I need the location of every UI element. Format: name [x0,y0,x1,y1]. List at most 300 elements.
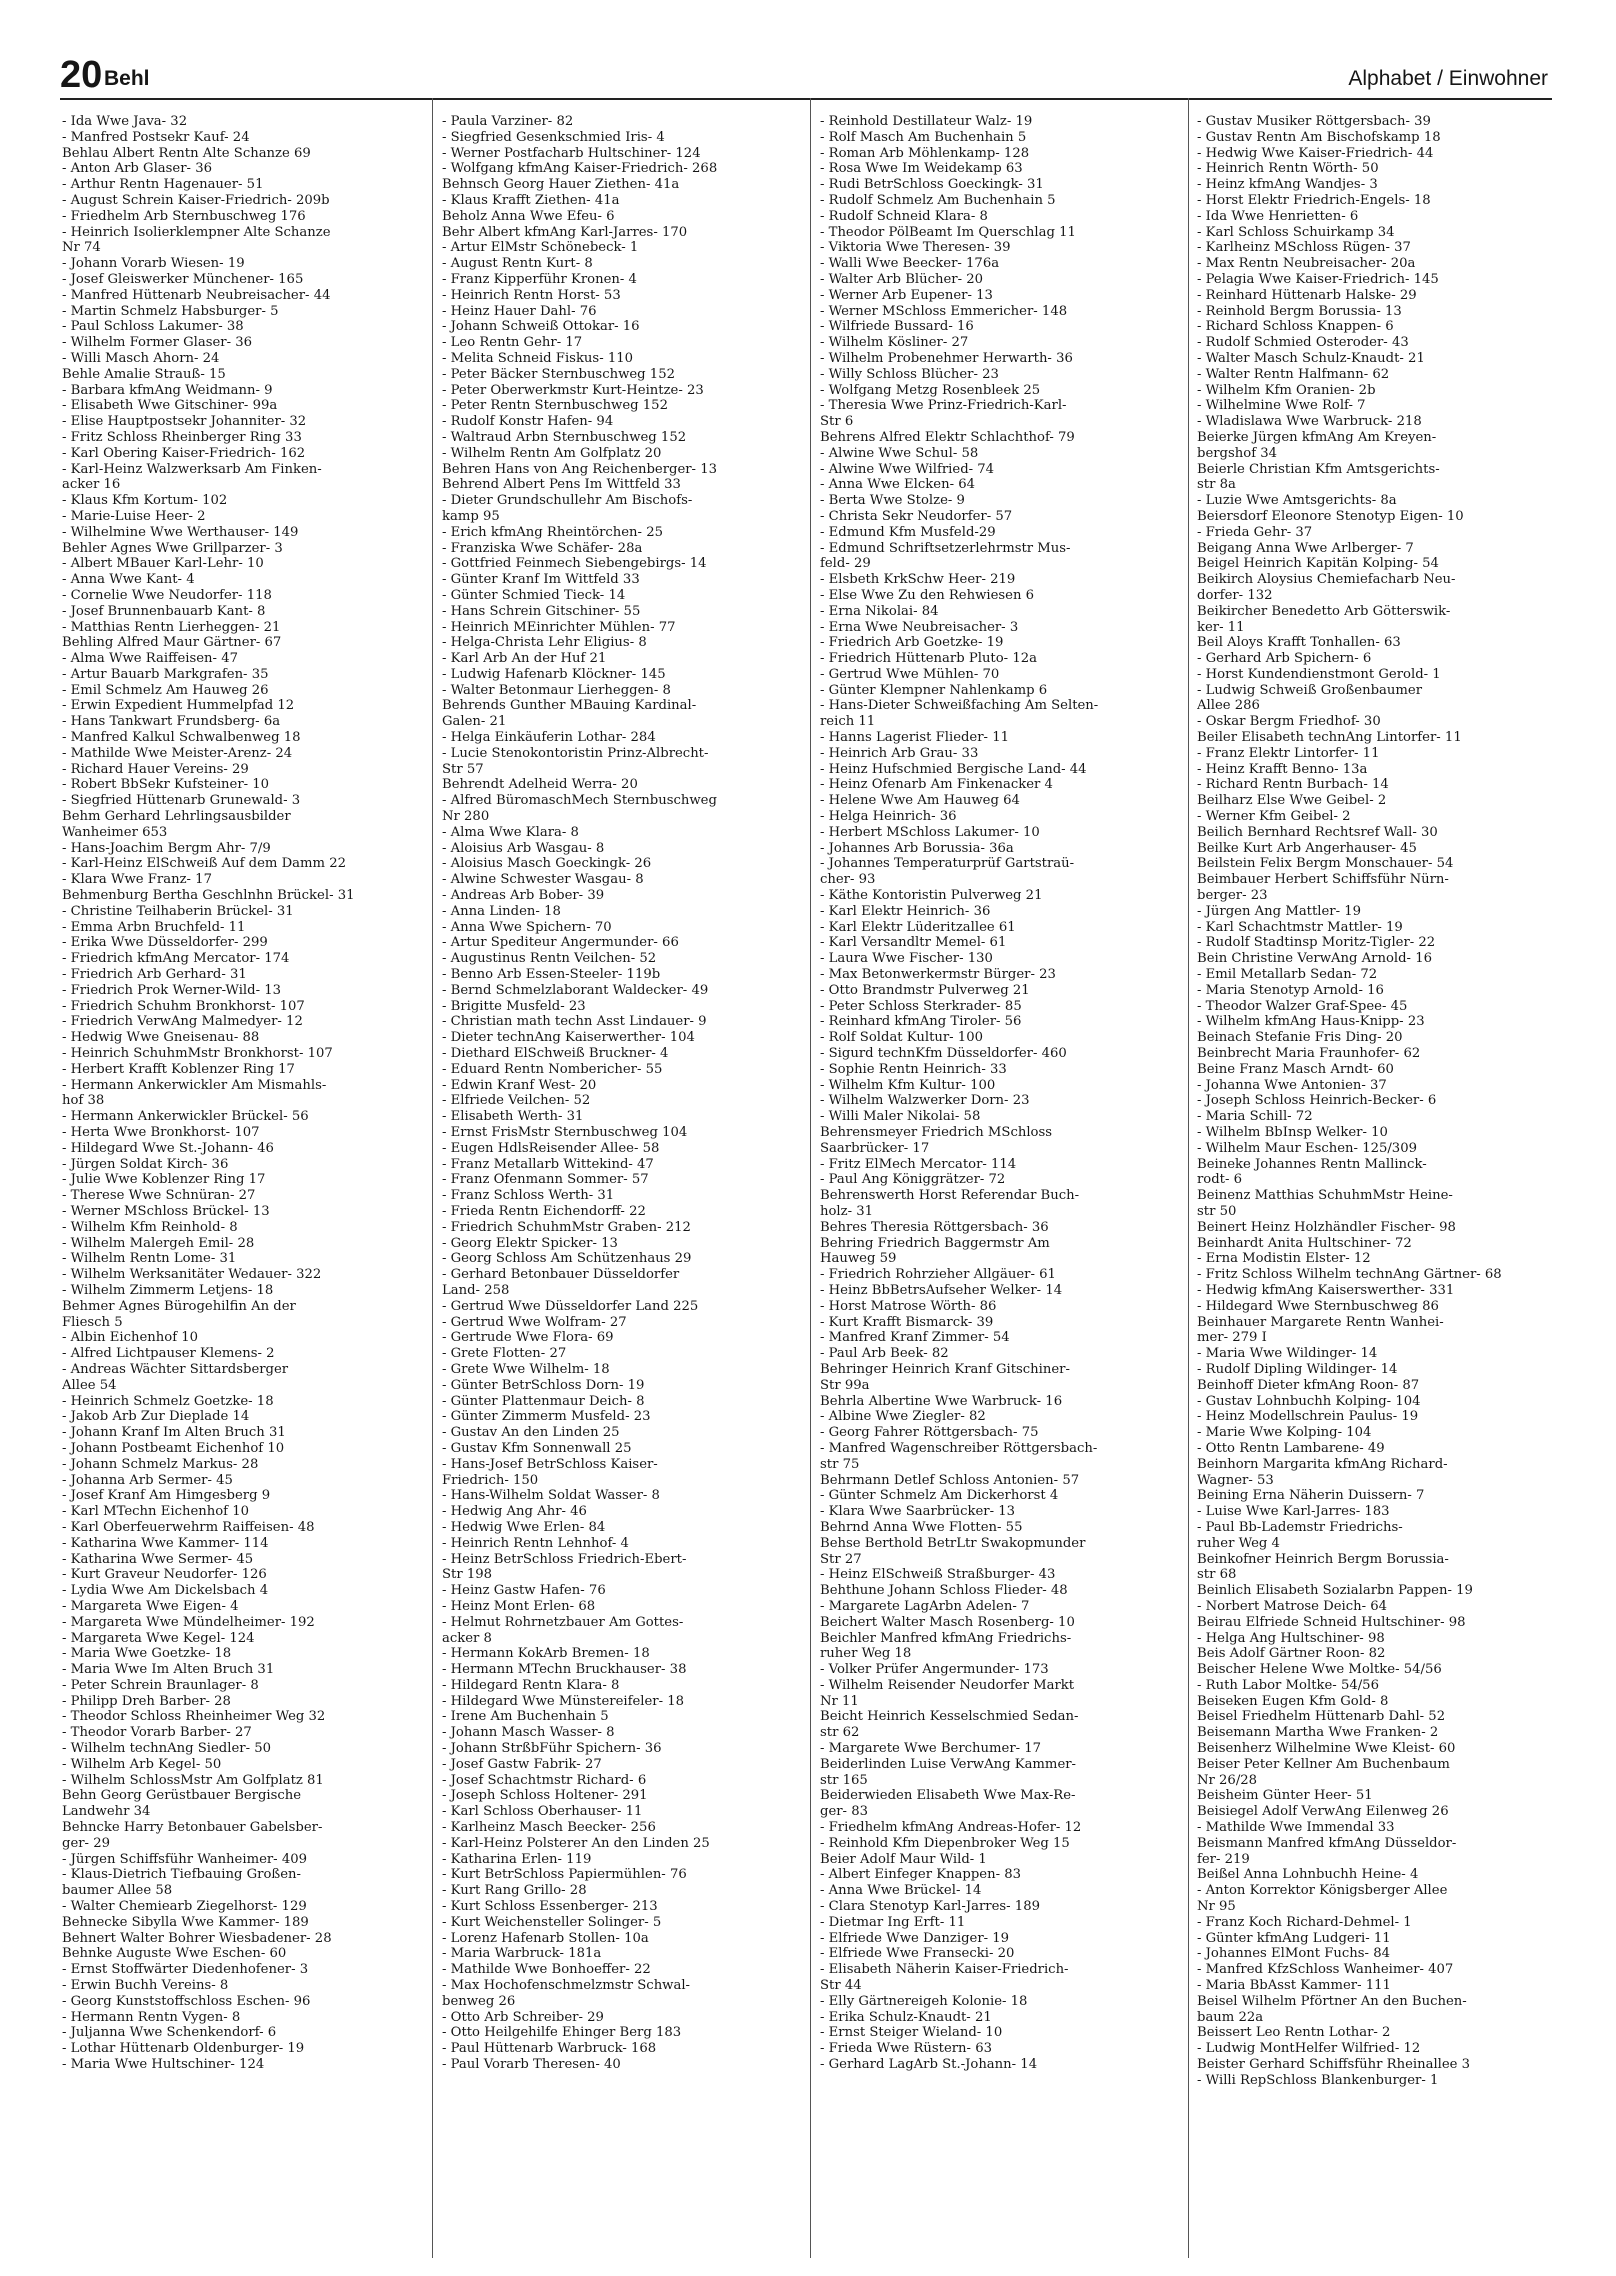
directory-entry: - Anton Korrektor Königsberger Allee [1197,1883,1448,1899]
directory-entry: - Johannes Temperaturprüf Gartstraü- [820,856,1075,872]
directory-entry: - Josef Gastw Fabrik- 27 [442,1756,602,1772]
directory-entry: - Peter Bäcker Sternbuschweg 152 [442,366,675,382]
directory-entry: benweg 26 [442,1993,516,2009]
directory-entry: - Karl-Heinz Walzwerksarb Am Finken- [62,461,322,477]
directory-entry: - Friedrich Schuhm Bronkhorst- 107 [62,998,305,1014]
directory-entry: - Willi RepSchloss Blankenburger- 1 [1197,2072,1439,2088]
directory-entry: - Rolf Soldat Kultur- 100 [820,1030,983,1046]
directory-entry: - Werner Kfm Geibel- 2 [1197,809,1351,825]
directory-entry: - Heinz BetrSchloss Friedrich-Ebert- [442,1551,687,1567]
directory-entry: - Max Hochofenschmelzmstr Schwal- [442,1978,691,1994]
directory-entry: Beiderlinden Luise VerwAng Kammer- [820,1756,1077,1772]
directory-entry: - Johann Masch Wasser- 8 [442,1725,615,1741]
directory-entry: - Edmund Schriftsetzerlehrmstr Mus- [820,540,1071,556]
directory-entry: - Erich kfmAng Rheintörchen- 25 [442,524,663,540]
directory-entry: - Heinrich MEinrichter Mühlen- 77 [442,619,676,635]
directory-entry: - Friedrich kfmAng Mercator- 174 [62,951,290,967]
directory-entry: - Otto Arb Schreiber- 29 [442,2009,604,2025]
directory-entry: - Wilhelm Former Glaser- 36 [62,335,253,351]
directory-entry: Str 44 [820,1978,862,1994]
directory-entry: - Joseph Schloss Heinrich-Becker- 6 [1197,1093,1437,1109]
directory-entry: - Luise Wwe Karl-Jarres- 183 [1197,1504,1390,1520]
directory-entry: Beiler Elisabeth technAng Lintorfer- 11 [1197,730,1462,746]
directory-entry: Beirau Elfriede Schneid Hultschiner- 98 [1197,1614,1466,1630]
directory-entry: Beiderwieden Elisabeth Wwe Max-Re- [820,1788,1076,1804]
directory-entry: - Anton Arb Glaser- 36 [62,161,212,177]
directory-entry: kamp 95 [442,508,500,524]
directory-entry: Beigang Anna Wwe Arlberger- 7 [1197,540,1414,556]
directory-entry: Allee 286 [1197,698,1260,714]
directory-entry: - Johann Kranf Im Alten Bruch 31 [62,1425,286,1441]
directory-entry: - August Rentn Kurt- 8 [442,256,593,272]
directory-entry: - Anna Wwe Spichern- 70 [442,919,612,935]
directory-entry: - Theodor Vorarb Barber- 27 [62,1725,252,1741]
directory-entry: - Herbert MSchloss Lakumer- 10 [820,824,1040,840]
directory-entry: baum 22a [1197,2009,1264,2025]
directory-entry: - Alwine Wwe Schul- 58 [820,445,979,461]
directory-entry: - Waltraud Arbn Sternbuschweg 152 [442,429,687,445]
directory-entry: - Horst Kundendienstmont Gerold- 1 [1197,666,1441,682]
directory-entry: - Heinrich Rentn Lehnhof- 4 [442,1535,629,1551]
directory-entry: - Paul Bb-Lademstr Friedrichs- [1197,1519,1403,1535]
directory-entry: - Gustav Lohnbuchh Kolping- 104 [1197,1393,1421,1409]
directory-entry: - Julie Wwe Koblenzer Ring 17 [62,1172,266,1188]
directory-entry: - Werner Arb Eupener- 13 [820,287,993,303]
directory-entry: - Werner MSchloss Emmericher- 148 [820,303,1068,319]
directory-entry: - Heinz Mont Erlen- 68 [442,1598,596,1614]
directory-entry: - Christa Sekr Neudorfer- 57 [820,508,1013,524]
directory-entry: - Maria Wwe Im Alten Bruch 31 [62,1662,275,1678]
directory-entry: - Rudi BetrSchloss Goeckingk- 31 [820,177,1044,193]
directory-entry: - Elisabeth Wwe Gitschiner- 99a [62,398,278,414]
directory-entry: - Karlheinz Masch Beecker- 256 [442,1820,656,1836]
directory-entry: str 75 [820,1456,860,1472]
directory-entry: - Grete Wwe Wilhelm- 18 [442,1361,610,1377]
directory-entry: - Karl Schloss Oberhauser- 11 [442,1804,643,1820]
directory-entry: - Siegfried Gesenkschmied Iris- 4 [442,129,665,145]
directory-entry: Str 57 [442,761,484,777]
directory-entry: Nr 11 [820,1693,859,1709]
directory-entry: - Günter Zimmerm Musfeld- 23 [442,1409,651,1425]
directory-entry: Beisiegel Adolf VerwAng Eilenweg 26 [1197,1804,1449,1820]
directory-entry: - Friedrich Hüttenarb Pluto- 12a [820,651,1037,667]
directory-entry: Beissert Leo Rentn Lothar- 2 [1197,2025,1391,2041]
directory-entry: - Therese Wwe Schnüran- 27 [62,1188,256,1204]
directory-entry: - Johann Vorarb Wiesen- 19 [62,256,245,272]
directory-entry: - Johann Postbeamt Eichenhof 10 [62,1440,285,1456]
directory-entry: - Helga Ang Hultschiner- 98 [1197,1630,1385,1646]
directory-entry: - Lydia Wwe Am Dickelsbach 4 [62,1583,269,1599]
column-4 [1197,114,1563,2254]
directory-entry: - Paul Hüttenarb Warbruck- 168 [442,2041,657,2057]
directory-entry: - Wilhelm Walzwerker Dorn- 23 [820,1093,1030,1109]
directory-entry: - Andreas Arb Bober- 39 [442,888,605,904]
directory-entry: - Karl-Heinz Polsterer An den Linden 25 [442,1835,710,1851]
directory-entry: - Hans-Wilhelm Soldat Wasser- 8 [442,1488,660,1504]
directory-entry: - Edmund Kfm Musfeld-29 [820,524,996,540]
directory-entry: ker- 11 [1197,619,1245,635]
directory-entry: - Friedrich Rohrzieher Allgäuer- 61 [820,1267,1056,1283]
directory-entry: - Friedhelm Arb Sternbuschweg 176 [62,208,306,224]
directory-entry: - Werner Postfacharb Hultschiner- 124 [442,145,701,161]
directory-entry: Nr 95 [1197,1899,1236,1915]
directory-entry: - Eduard Rentn Nombericher- 55 [442,1061,663,1077]
directory-entry: - Benno Arb Essen-Steeler- 119b [442,967,661,983]
directory-entry: - Walter Chemiearb Ziegelhorst- 129 [62,1899,307,1915]
directory-entry: - Richard Rentn Burbach- 14 [1197,777,1389,793]
directory-entry: - Irene Am Buchenhain 5 [442,1709,609,1725]
directory-entry: - Hans Schrein Gitschiner- 55 [442,603,641,619]
directory-entry: - Karl Versandltr Memel- 61 [820,935,1007,951]
directory-entry: - Wladislawa Wwe Warbruck- 218 [1197,414,1422,430]
directory-entry: ruher Weg 18 [820,1646,912,1662]
directory-entry: - Erika Wwe Düsseldorfer- 299 [62,935,268,951]
directory-entry: - Helene Wwe Am Hauweg 64 [820,793,1020,809]
directory-entry: Beisel Friedhelm Hüttenarb Dahl- 52 [1197,1709,1446,1725]
directory-entry: Behring Friedrich Baggermstr Am [820,1235,1050,1251]
directory-entry: Beil Aloys Krafft Tonhallen- 63 [1197,635,1401,651]
directory-entry: Behren Hans von Ang Reichenberger- 13 [442,461,717,477]
directory-entry: - Alwine Schwester Wasgau- 8 [442,872,644,888]
directory-entry: - Martin Schmelz Habsburger- 5 [62,303,279,319]
directory-entry: - Marie-Luise Heer- 2 [62,508,206,524]
directory-entry: - Wilhelm Reisender Neudorfer Markt [820,1677,1075,1693]
directory-entry: - Karl Schachtmstr Mattler- 19 [1197,919,1403,935]
directory-entry: Beinach Stefanie Fris Ding- 20 [1197,1030,1403,1046]
directory-entry: - Elfriede Wwe Danziger- 19 [820,1930,1010,1946]
directory-entry: - Siegfried Hüttenarb Grunewald- 3 [62,793,301,809]
directory-entry: - Gertrud Wwe Düsseldorfer Land 225 [442,1298,699,1314]
directory-entry: - Karl Schloss Schuirkamp 34 [1197,224,1395,240]
directory-entry: - Wilhelm Zimmerm Letjens- 18 [62,1282,274,1298]
directory-entry: - Paul Schloss Lakumer- 38 [62,319,244,335]
directory-entry: - Marie Wwe Kolping- 104 [1197,1425,1372,1441]
directory-entry: - Peter Schrein Braunlager- 8 [62,1677,259,1693]
directory-entry: - Klara Wwe Franz- 17 [62,872,212,888]
directory-entry: - Günter Schmied Tieck- 14 [442,587,626,603]
directory-entry: - Kurt Weichensteller Solinger- 5 [442,1914,662,1930]
directory-entry: - Josef Schachtmstr Richard- 6 [442,1772,647,1788]
directory-entry: - Hedwig Wwe Gneisenau- 88 [62,1030,260,1046]
directory-entry: - Norbert Matrose Deich- 64 [1197,1598,1388,1614]
directory-entry: - Elisabeth Näherin Kaiser-Friedrich- [820,1962,1069,1978]
directory-entry: mer- 279 I [1197,1330,1267,1346]
directory-entry: - Margareta Wwe Kegel- 124 [62,1630,255,1646]
directory-entry: - Georg Fahrer Röttgersbach- 75 [820,1425,1039,1441]
directory-entry: - Heinz kfmAng Wandjes- 3 [1197,177,1378,193]
directory-entry: - Karl Elektr Heinrich- 36 [820,903,991,919]
directory-entry: - Georg Elektr Spicker- 13 [442,1235,618,1251]
directory-entry: - Albine Wwe Ziegler- 82 [820,1409,986,1425]
directory-entry: Behn Georg Gerüstbauer Bergische [62,1788,302,1804]
directory-entry: - Heinz Gastw Hafen- 76 [442,1583,606,1599]
directory-entry: - Frieda Wwe Rüstern- 63 [820,2041,992,2057]
directory-entry: Beierle Christian Kfm Amtsgerichts- [1197,461,1440,477]
directory-entry: - Heinz Ofenarb Am Finkenacker 4 [820,777,1053,793]
directory-entry: - Hans Tankwart Frundsberg- 6a [62,714,281,730]
directory-entry: - Heinz ElSchweiß Straßburger- 43 [820,1567,1056,1583]
directory-entry: Behrensmeyer Friedrich MSchloss [820,1125,1053,1140]
directory-entry: Wanheimer 653 [62,824,168,840]
directory-entry: - Luzie Wwe Amtsgerichts- 8a [1197,493,1397,509]
directory-entry: - Maria Wwe Hultschiner- 124 [62,2057,265,2073]
directory-entry: - Anna Wwe Kant- 4 [62,572,195,588]
directory-entry: - Heinrich Schmelz Goetzke- 18 [62,1393,274,1409]
directory-entry: ger- 83 [820,1804,868,1820]
directory-entry: - Hildegard Wwe Münstereifeler- 18 [442,1693,685,1709]
directory-entry: - Günter kfmAng Ludgeri- 11 [1197,1930,1391,1946]
directory-entry: - Christian math techn Asst Lindauer- 9 [442,1014,707,1030]
directory-entry: Beisheim Günter Heer- 51 [1197,1788,1373,1804]
directory-entry: - Dietmar Ing Erft- 11 [820,1914,966,1930]
directory-entry: - Alma Wwe Raiffeisen- 47 [62,651,238,667]
directory-entry: - Leo Rentn Gehr- 17 [442,335,583,351]
directory-entry: reich 11 [820,714,876,730]
directory-entry: Beinkofner Heinrich Bergm Borussia- [1197,1551,1449,1567]
directory-entry: - Johannes ElMont Fuchs- 84 [1197,1946,1390,1962]
directory-entry: - Bernd Schmelzlaborant Waldecker- 49 [442,982,709,998]
directory-entry: - Elsbeth KrkSchw Heer- 219 [820,572,1016,588]
directory-entry: - Theresia Wwe Prinz-Friedrich-Karl- [820,398,1067,414]
directory-entry: - Helga Einkäuferin Lothar- 284 [442,730,656,746]
directory-entry: - Georg Schloss Am Schützenhaus 29 [442,1251,692,1267]
directory-entry: Nr 74 [62,240,101,256]
directory-entry: Behrenswerth Horst Referendar Buch- [820,1188,1080,1204]
directory-entry: - Herta Wwe Bronkhorst- 107 [62,1125,260,1140]
directory-entry: - Margareta Wwe Mündelheimer- 192 [62,1614,315,1630]
directory-entry: - Theodor PölBeamt Im Querschlag 11 [820,224,1076,240]
directory-entry: Bein Christine VerwAng Arnold- 16 [1197,951,1432,967]
directory-entry: - Manfred Wagenschreiber Röttgersbach- [820,1440,1098,1456]
directory-entry: Behrmann Detlef Schloss Antonien- 57 [820,1472,1080,1488]
directory-entry: - Gertrud Wwe Mühlen- 70 [820,666,1000,682]
directory-entry: - Melita Schneid Fiskus- 110 [442,350,634,366]
directory-entry: - August Schrein Kaiser-Friedrich- 209b [62,192,330,208]
directory-entry: - Artur Bauarb Markgrafen- 35 [62,666,269,682]
directory-entry: Beine Franz Masch Arndt- 60 [1197,1061,1394,1077]
directory-entry: - Emil Schmelz Am Hauweg 26 [62,682,269,698]
directory-entry: - Anna Wwe Brückel- 14 [820,1883,982,1899]
directory-entry: - Maria BbAsst Kammer- 111 [1197,1978,1391,1994]
directory-entry: - Günter Kranf Im Wittfeld 33 [442,572,640,588]
directory-entry: - Rudolf Stadtinsp Moritz-Tigler- 22 [1197,935,1436,951]
directory-entry: - Mathilde Wwe Meister-Arenz- 24 [62,745,293,761]
directory-entry: - Friedrich Arb Gerhard- 31 [62,967,247,983]
directory-entry: - Franz Kipperführ Kronen- 4 [442,271,637,287]
directory-entry: - Fritz ElMech Mercator- 114 [820,1156,1017,1172]
directory-entry: Fliesch 5 [62,1314,123,1330]
directory-entry: - Hermann Ankerwickler Am Mismahls- [62,1077,327,1093]
directory-entry: - Gertrud Wwe Wolfram- 27 [442,1314,627,1330]
directory-entry: - Wilhelmine Wwe Werthauser- 149 [62,524,299,540]
directory-entry: - Wilhelm Malergeh Emil- 28 [62,1235,255,1251]
directory-entry: - Katharina Wwe Sermer- 45 [62,1551,254,1567]
directory-entry: cher- 93 [820,872,876,888]
directory-entry: - Ida Wwe Henrietten- 6 [1197,208,1359,224]
directory-entry: - Artur ElMstr Schönebeck- 1 [442,240,639,256]
directory-entry: - Edwin Kranf West- 20 [442,1077,597,1093]
directory-entry: - Hedwig Wwe Erlen- 84 [442,1519,606,1535]
directory-entry: - Anna Wwe Elcken- 64 [820,477,975,493]
directory-entry: - Frieda Rentn Eichendorff- 22 [442,1203,646,1219]
directory-entry: Behrends Gunther MBauing Kardinal- [442,698,697,714]
directory-entry: - Josef Kranf Am Himgesberg 9 [62,1488,271,1504]
directory-entry: - Reinhold Kfm Diepenbroker Weg 15 [820,1835,1070,1851]
directory-entry: - Walter Masch Schulz-Knaudt- 21 [1197,350,1425,366]
directory-entry: - Wolfgang kfmAng Kaiser-Friedrich- 268 [442,161,718,177]
directory-entry: - Jakob Arb Zur Dieplade 14 [62,1409,250,1425]
directory-entry: - Johannes Arb Borussia- 36a [820,840,1014,856]
directory-entry: - Heinrich Rentn Horst- 53 [442,287,621,303]
directory-entry: - Heinrich SchuhmMstr Bronkhorst- 107 [62,1046,333,1062]
directory-entry: - Günter Plattenmaur Deich- 8 [442,1393,645,1409]
directory-entry: - Karl Obering Kaiser-Friedrich- 162 [62,445,306,461]
directory-entry: - Arthur Rentn Hagenauer- 51 [62,177,264,193]
directory-entry: - Manfred Kalkul Schwalbenweg 18 [62,730,301,746]
directory-entry: - Manfred Hüttenarb Neubreisacher- 44 [62,287,331,303]
directory-entry: - Günter Klempner Nahlenkamp 6 [820,682,1048,698]
directory-entry: Beiseken Eugen Kfm Gold- 8 [1197,1693,1389,1709]
directory-entry: - Manfred KfzSchloss Wanheimer- 407 [1197,1962,1454,1978]
directory-entry: - Roman Arb Möhlenkamp- 128 [820,145,1030,161]
directory-entry: - Gerhard Arb Spichern- 6 [1197,651,1372,667]
directory-entry: - Karl Elektr Lüderitzallee 61 [820,919,1016,935]
directory-entry: - Berta Wwe Stolze- 9 [820,493,965,509]
directory-entry: Beinlich Elisabeth Sozialarbn Pappen- 19 [1197,1583,1473,1599]
directory-entry: Beiser Peter Kellner Am Buchenbaum [1197,1756,1450,1772]
directory-entry: - Erika Schulz-Knaudt- 21 [820,2009,992,2025]
directory-entry: - Albert Einfeger Knappen- 83 [820,1867,1022,1883]
directory-entry: - Lorenz Hafenarb Stollen- 10a [442,1930,649,1946]
directory-entry: Behnsch Georg Hauer Ziethen- 41a [442,177,680,193]
directory-entry: bergshof 34 [1197,445,1278,461]
directory-entry: - Wilhelm Maur Eschen- 125/309 [1197,1140,1417,1156]
directory-entry: - Otto Brandmstr Pulverweg 21 [820,982,1030,998]
directory-entry: - Käthe Kontoristin Pulverweg 21 [820,888,1043,904]
directory-entry: - Clara Stenotyp Karl-Jarres- 189 [820,1899,1040,1915]
directory-entry: - Elfriede Wwe Fransecki- 20 [820,1946,1015,1962]
column-2 [442,114,804,2254]
directory-entry: - Juljanna Wwe Schenkendorf- 6 [62,2025,277,2041]
directory-entry: - Alfred Lichtpauser Klemens- 2 [62,1346,275,1362]
directory-entry: - Ernst Steiger Wieland- 10 [820,2025,1003,2041]
directory-entry: - Wilhelm Kfm Oranien- 2b [1197,382,1376,398]
directory-entry: - Wilhelm Arb Kegel- 50 [62,1756,222,1772]
directory-entry: - Lothar Hüttenarb Oldenburger- 19 [62,2041,305,2057]
directory-entry: Beikirch Aloysius Chemiefacharb Neu- [1197,572,1456,588]
column-1 [62,114,424,2254]
directory-entry: Beismann Manfred kfmAng Düsseldor- [1197,1835,1457,1851]
directory-entry: - Hermann KokArb Bremen- 18 [442,1646,650,1662]
directory-entry: - Klaus-Dietrich Tiefbauing Großen- [62,1867,301,1883]
directory-entry: Beinbrecht Maria Fraunhofer- 62 [1197,1046,1421,1062]
directory-entry: acker 16 [62,477,121,493]
directory-entry: - Hans-Josef BetrSchloss Kaiser- [442,1456,658,1472]
directory-entry: - Wilhelm Rentn Lome- 31 [62,1251,237,1267]
directory-entry: - Katharina Erlen- 119 [442,1851,592,1867]
directory-entry: Beichler Manfred kfmAng Friedrichs- [820,1630,1072,1646]
directory-entry: - Alfred BüromaschMech Sternbuschweg [442,793,717,809]
directory-entry: Beigel Heinrich Kapitän Kolping- 54 [1197,556,1439,572]
directory-entry: - Walter Betonmaur Lierheggen- 8 [442,682,671,698]
directory-entry: - Karl MTechn Eichenhof 10 [62,1504,250,1520]
directory-entry: baumer Allee 58 [62,1883,173,1899]
directory-entry: - Aloisius Arb Wasgau- 8 [442,840,605,856]
directory-entry: - Wilhelm Werksanitäter Wedauer- 322 [62,1267,322,1283]
directory-entry: - Gustav An den Linden 25 [442,1425,620,1441]
directory-entry: ruher Weg 4 [1197,1535,1280,1551]
directory-entry: - Hildegard Wwe Sternbuschweg 86 [1197,1298,1439,1314]
directory-entry: - Paul Ang Königgrätzer- 72 [820,1172,1006,1188]
directory-entry: - Josef Gleiswerker Münchener- 165 [62,271,304,287]
directory-entry: - Josef Brunnenbauarb Kant- 8 [62,603,266,619]
directory-entry: - Gustav Kfm Sonnenwall 25 [442,1440,632,1456]
directory-entry: - Maria Wwe Goetzke- 18 [62,1646,232,1662]
directory-entry: Beikircher Benedetto Arb Götterswik- [1197,603,1451,619]
directory-entry: - Otto Rentn Lambarene- 49 [1197,1440,1385,1456]
directory-entry: Behnke Auguste Wwe Eschen- 60 [62,1946,287,1962]
directory-entry: - Elly Gärtnereigeh Kolonie- 18 [820,1993,1028,2009]
directory-entry: - Kurt Schloss Essenberger- 213 [442,1899,658,1915]
directory-entry: - Hermann MTechn Bruckhauser- 38 [442,1662,687,1678]
directory-entry: Beinert Heinz Holzhändler Fischer- 98 [1197,1219,1456,1235]
directory-entry: - Franz Metallarb Wittekind- 47 [442,1156,654,1172]
directory-entry: Behling Alfred Maur Gärtner- 67 [62,635,282,651]
directory-entry: - Wilhelmine Wwe Rolf- 7 [1197,398,1366,414]
directory-entry: - Karl Arb An der Huf 21 [442,651,607,667]
directory-entry: - Heinz BbBetrsAufseher Welker- 14 [820,1282,1063,1298]
directory-entry: - Hildegard Wwe St.-Johann- 46 [62,1140,274,1156]
directory-entry: - Peter Schloss Sterkrader- 85 [820,998,1022,1014]
directory-entry: - Wilhelm Kfm Kultur- 100 [820,1077,996,1093]
directory-entry: Str 27 [820,1551,862,1567]
directory-entry: - Wilhelm Rentn Am Golfplatz 20 [442,445,662,461]
directory-entry: - Lucie Stenokontoristin Prinz-Albrecht- [442,745,709,761]
directory-entry: Behrnd Anna Wwe Flotten- 55 [820,1519,1023,1535]
directory-entry: Behle Amalie Strauß- 15 [62,366,226,382]
directory-entry: Beholz Anna Wwe Efeu- 6 [442,208,615,224]
directory-entry: - Manfred Postsekr Kauf- 24 [62,129,250,145]
section-title: Alphabet / Einwohner [1348,67,1548,90]
directory-entry: - Wilhelm technAng Siedler- 50 [62,1741,271,1757]
directory-entry: Behler Agnes Wwe Grillparzer- 3 [62,540,283,556]
directory-entry: - Christine Teilhaberin Brückel- 31 [62,903,294,919]
directory-entry: Str 198 [442,1567,493,1583]
directory-entry: - Horst Elektr Friedrich-Engels- 18 [1197,192,1431,208]
directory-entry: - Kurt BetrSchloss Papiermühlen- 76 [442,1867,687,1883]
directory-entry: Beinhardt Anita Hultschiner- 72 [1197,1235,1412,1251]
directory-entry: Beißel Anna Lohnbuchh Heine- 4 [1197,1867,1419,1883]
directory-entry: - Hanns Lagerist Flieder- 11 [820,730,1009,746]
directory-entry: - Johanna Wwe Antonien- 37 [1197,1077,1387,1093]
directory-entry: - Mathilde Wwe Bonhoeffer- 22 [442,1962,651,1978]
directory-entry: - Robert BbSekr Kufsteiner- 10 [62,777,270,793]
directory-entry: - Max Rentn Neubreisacher- 20a [1197,256,1416,272]
directory-entry: Beilharz Else Wwe Geibel- 2 [1197,793,1387,809]
directory-entry: Behres Theresia Röttgersbach- 36 [820,1219,1049,1235]
directory-entry: - Hermann Rentn Vygen- 8 [62,2009,241,2025]
directory-entry: - Kurt Krafft Bismarck- 39 [820,1314,994,1330]
directory-entry: - Friedhelm kfmAng Andreas-Hofer- 12 [820,1820,1082,1836]
directory-entry: - Wilhelm SchlossMstr Am Golfplatz 81 [62,1772,324,1788]
directory-entry: - Erna Nikolai- 84 [820,603,939,619]
column-divider [432,98,433,2258]
directory-entry: - Rudolf Schmelz Am Buchenhain 5 [820,192,1056,208]
directory-entry: Beis Adolf Gärtner Roon- 82 [1197,1646,1386,1662]
directory-entry: - Franz Koch Richard-Dehmel- 1 [1197,1914,1412,1930]
directory-entry: Beicht Heinrich Kesselschmied Sedan- [820,1709,1079,1725]
directory-entry: - Walli Wwe Beecker- 176a [820,256,1000,272]
